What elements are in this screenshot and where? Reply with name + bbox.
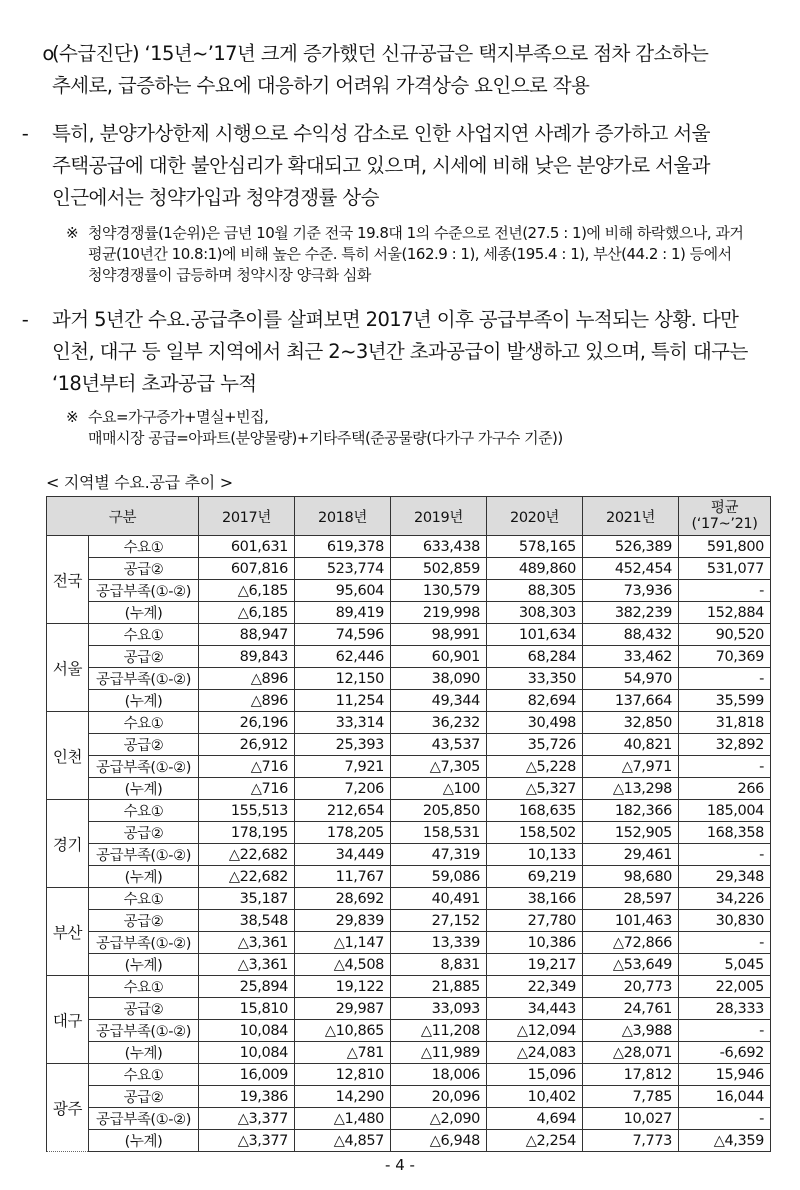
table-cell: △28,071 [583,1042,679,1064]
table-row [47,558,771,580]
table-cell: 31,818 [679,712,771,734]
row-label: 공급부족(①-②) [89,1108,199,1130]
region-label: 광주 [47,1064,89,1152]
table-cell: 219,998 [391,602,487,624]
table-cell: 98,680 [583,866,679,888]
table-cell: 308,303 [487,602,583,624]
table-cell: △781 [295,1042,391,1064]
region-label: 인천 [47,712,89,800]
table-cell: 178,205 [295,822,391,844]
table-cell: △6,185 [199,602,295,624]
table-cell: 526,389 [583,536,679,558]
header-year: 2020년 [487,497,583,536]
header-year: 2019년 [391,497,487,536]
row-label: 수요① [89,888,199,910]
table-cell: 531,077 [679,558,771,580]
table-cell: -6,692 [679,1042,771,1064]
table-cell: 62,446 [295,646,391,668]
header-year: 2018년 [295,497,391,536]
table-cell: △100 [391,778,487,800]
header-average: 평균 (‘17~’21) [679,497,771,536]
row-label: 수요① [89,536,199,558]
table-cell: △4,508 [295,954,391,976]
table-row [47,1086,771,1108]
table-row [47,1108,771,1130]
table-row [47,954,771,976]
table-cell: 40,491 [391,888,487,910]
table-cell: 10,084 [199,1042,295,1064]
table-cell: 158,531 [391,822,487,844]
table-row [47,1042,771,1064]
table-cell: 18,006 [391,1064,487,1086]
row-label: 수요① [89,624,199,646]
table-cell: 21,885 [391,976,487,998]
row-label: 공급② [89,646,199,668]
table-cell: 205,850 [391,800,487,822]
table-cell: - [679,844,771,866]
table-cell: 30,830 [679,910,771,932]
table-cell: 14,290 [295,1086,391,1108]
table-cell: 182,366 [583,800,679,822]
table-cell: - [679,580,771,602]
table-cell: 382,239 [583,602,679,624]
table-cell: 5,045 [679,954,771,976]
header-year: 2017년 [199,497,295,536]
table-cell: △1,147 [295,932,391,954]
table-cell: 7,773 [583,1130,679,1152]
definition-line-2: 매매시장 공급=아파트(분양물량)+기타주택(준공물량(다가구 가구수 기준)) [88,429,563,447]
table-cell: 16,044 [679,1086,771,1108]
table-cell: 33,462 [583,646,679,668]
table-cell: 35,599 [679,690,771,712]
table-cell: △4,359 [679,1130,771,1152]
table-cell: 35,726 [487,734,583,756]
table-row [47,976,771,998]
table-cell: 24,761 [583,998,679,1020]
table-body [47,536,771,1152]
table-cell: 59,086 [391,866,487,888]
table-cell: 40,821 [583,734,679,756]
table-cell: 35,187 [199,888,295,910]
table-cell: 633,438 [391,536,487,558]
region-label: 부산 [47,888,89,976]
table-cell: △3,377 [199,1108,295,1130]
table-cell: 17,812 [583,1064,679,1086]
table-cell: △6,185 [199,580,295,602]
table-cell: 54,970 [583,668,679,690]
row-label: 수요① [89,712,199,734]
row-label: (누계) [89,866,199,888]
table-cell: 69,219 [487,866,583,888]
dash-bullet: - [21,122,29,145]
table-cell: 49,344 [391,690,487,712]
table-cell: 523,774 [295,558,391,580]
table-cell: △896 [199,690,295,712]
definition-line-1: 수요=가구증가+멸실+빈집, [88,408,269,426]
table-cell: △3,377 [199,1130,295,1152]
table-cell: 30,498 [487,712,583,734]
table-cell: 502,859 [391,558,487,580]
region-label: 대구 [47,976,89,1064]
region-label: 서울 [47,624,89,712]
table-cell: 88,432 [583,624,679,646]
table-cell: 212,654 [295,800,391,822]
row-label: 수요① [89,800,199,822]
row-label: 공급부족(①-②) [89,756,199,778]
table-cell: 82,694 [487,690,583,712]
supply-trend-paragraph [21,304,770,400]
table-cell: △7,971 [583,756,679,778]
table-row [47,1130,771,1152]
table-row [47,602,771,624]
row-label: 공급부족(①-②) [89,932,199,954]
table-row [47,646,771,668]
table-cell: 28,597 [583,888,679,910]
table-cell: 38,166 [487,888,583,910]
page-number: - 4 - [385,1156,415,1174]
table-cell: 16,009 [199,1064,295,1086]
row-label: 수요① [89,976,199,998]
table-cell: 88,305 [487,580,583,602]
table-cell: 101,634 [487,624,583,646]
table-cell: 19,386 [199,1086,295,1108]
table-cell: 26,912 [199,734,295,756]
table-row [47,778,771,800]
table-cell: 98,991 [391,624,487,646]
table-cell: 578,165 [487,536,583,558]
table-cell: △10,865 [295,1020,391,1042]
row-label: 공급부족(①-②) [89,580,199,602]
table-cell: 28,333 [679,998,771,1020]
table-cell: 266 [679,778,771,800]
table-cell: 34,449 [295,844,391,866]
header-year: 2021년 [583,497,679,536]
row-label: (누계) [89,602,199,624]
table-cell: △716 [199,778,295,800]
table-cell: 29,839 [295,910,391,932]
table-cell: 26,196 [199,712,295,734]
presale-cap-paragraph [21,118,770,214]
table-cell: 20,096 [391,1086,487,1108]
table-cell: 601,631 [199,536,295,558]
table-cell: 619,378 [295,536,391,558]
table-cell: 178,195 [199,822,295,844]
table-cell: 155,513 [199,800,295,822]
row-label: 공급② [89,558,199,580]
table-cell: 28,692 [295,888,391,910]
region-label: 전국 [47,536,89,624]
table-cell: 19,217 [487,954,583,976]
table-cell: △1,480 [295,1108,391,1130]
table-cell: 89,843 [199,646,295,668]
table-cell: 15,810 [199,998,295,1020]
header-category: 구분 [47,497,199,536]
table-cell: 33,314 [295,712,391,734]
table-cell: - [679,932,771,954]
table-row [47,1064,771,1086]
table-cell: 36,232 [391,712,487,734]
table-cell: △716 [199,756,295,778]
table-cell: △13,298 [583,778,679,800]
table-cell: 452,454 [583,558,679,580]
table-cell: △5,228 [487,756,583,778]
table-cell: 10,084 [199,1020,295,1042]
table-cell: 29,348 [679,866,771,888]
table-row [47,844,771,866]
table-cell: 74,596 [295,624,391,646]
table-cell: 10,027 [583,1108,679,1130]
table-cell: 19,122 [295,976,391,998]
table-cell: 10,386 [487,932,583,954]
presale-cap-text: 특히, 분양가상한제 시행으로 수익성 감소로 인한 사업지연 사례가 증가하고 서울 주택공급에 대한 불안심리가 확대되고 있으며, 시세에 비해 낮은 분양가로 서울과 인근에서는 청약가입과 청약경쟁률 상승 [52,122,710,209]
table-cell: △4,857 [295,1130,391,1152]
table-cell: 29,987 [295,998,391,1020]
row-label: 공급② [89,822,199,844]
table-cell: △12,094 [487,1020,583,1042]
row-label: 수요① [89,1064,199,1086]
row-label: 공급부족(①-②) [89,844,199,866]
table-row [47,756,771,778]
table-row [47,822,771,844]
table-cell: 607,816 [199,558,295,580]
table-cell: 32,892 [679,734,771,756]
table-cell: 152,905 [583,822,679,844]
table-row [47,624,771,646]
diagnosis-paragraph [42,38,770,102]
table-cell: 32,850 [583,712,679,734]
table-cell: △5,327 [487,778,583,800]
table-cell: 101,463 [583,910,679,932]
table-row [47,668,771,690]
table-cell: 22,005 [679,976,771,998]
table-cell: 158,502 [487,822,583,844]
row-label: (누계) [89,1130,199,1152]
table-cell: 60,901 [391,646,487,668]
table-cell: 33,350 [487,668,583,690]
region-label: 경기 [47,800,89,888]
table-cell: 7,921 [295,756,391,778]
table-cell: 137,664 [583,690,679,712]
row-label: 공급부족(①-②) [89,668,199,690]
note-mark: ※ [66,224,79,242]
table-row [47,888,771,910]
table-cell: △3,361 [199,932,295,954]
row-label: 공급② [89,998,199,1020]
supply-demand-table [46,496,771,1152]
table-cell: 8,831 [391,954,487,976]
row-label: (누계) [89,778,199,800]
table-cell: 25,393 [295,734,391,756]
row-label: (누계) [89,954,199,976]
table-cell: - [679,1020,771,1042]
subscription-note [66,223,768,286]
diagnosis-text: (수급진단) ‘15년~’17년 크게 증가했던 신규공급은 택지부족으로 점차 감소하는 추세로, 급증하는 수요에 대응하기 어려워 가격상승 요인으로 작용 [52,42,709,97]
supply-trend-text: 과거 5년간 수요․공급추이를 살펴보면 2017년 이후 공급부족이 누적되는 상황. 다만 인천, 대구 등 일부 지역에서 최근 2~3년간 초과공급이 발생하고 있으며, 특히 대구는 ‘18년부터 초과공급 누적 [52,308,748,395]
table-cell: - [679,756,771,778]
table-cell: 27,780 [487,910,583,932]
row-label: 공급부족(①-②) [89,1020,199,1042]
table-cell: △22,682 [199,844,295,866]
table-cell: 10,402 [487,1086,583,1108]
table-cell: △3,988 [583,1020,679,1042]
table-cell: △7,305 [391,756,487,778]
table-header-row [47,497,771,536]
table-row [47,536,771,558]
table-cell: - [679,1108,771,1130]
table-cell: 33,093 [391,998,487,1020]
table-cell: 489,860 [487,558,583,580]
table-row [47,690,771,712]
table-cell: 70,369 [679,646,771,668]
row-label: (누계) [89,1042,199,1064]
table-cell: 34,226 [679,888,771,910]
table-cell: 47,319 [391,844,487,866]
table-cell: 95,604 [295,580,391,602]
table-cell: 130,579 [391,580,487,602]
table-cell: 29,461 [583,844,679,866]
table-row [47,866,771,888]
table-cell: △53,649 [583,954,679,976]
table-cell: 152,884 [679,602,771,624]
table-cell: 11,254 [295,690,391,712]
definition-note [66,407,768,449]
row-label: (누계) [89,690,199,712]
table-cell: 90,520 [679,624,771,646]
row-label: 공급② [89,1086,199,1108]
table-row [47,800,771,822]
table-cell: 68,284 [487,646,583,668]
table-cell: 38,548 [199,910,295,932]
table-cell: 88,947 [199,624,295,646]
table-cell: 27,152 [391,910,487,932]
table-row [47,580,771,602]
table-cell: 4,694 [487,1108,583,1130]
table-cell: △22,682 [199,866,295,888]
table-cell: △896 [199,668,295,690]
table-cell: 34,443 [487,998,583,1020]
table-cell: △72,866 [583,932,679,954]
table-cell: △2,254 [487,1130,583,1152]
table-cell: △3,361 [199,954,295,976]
table-title: < 지역별 수요․공급 추이 > [46,473,233,492]
subscription-note-text: 청약경쟁률(1순위)은 금년 10월 기준 전국 19.8대 1의 수준으로 전년(27.5 : 1)에 비해 하락했으나, 과거 평균(10년간 10.8:1)에 비해 높은 수준. 특히 서울(162.9 : 1), 세종(195.4 : 1), 부산(44.2 : 1) 등에서 청약경쟁률이 급등하며 청약시장 양극화 심화 [88,224,744,284]
table-cell: △6,948 [391,1130,487,1152]
table-cell: 43,537 [391,734,487,756]
table-cell: △11,989 [391,1042,487,1064]
table-cell: 38,090 [391,668,487,690]
table-row [47,998,771,1020]
note-mark: ※ [66,408,79,426]
table-cell: 13,339 [391,932,487,954]
table-row [47,712,771,734]
table-cell: 22,349 [487,976,583,998]
row-label: 공급② [89,734,199,756]
table-cell: 7,785 [583,1086,679,1108]
table-cell: 89,419 [295,602,391,624]
table-cell: - [679,668,771,690]
table-row [47,1020,771,1042]
table-cell: 10,133 [487,844,583,866]
table-cell: 73,936 [583,580,679,602]
table-cell: △11,208 [391,1020,487,1042]
table-cell: 15,946 [679,1064,771,1086]
table-cell: △2,090 [391,1108,487,1130]
table-cell: 20,773 [583,976,679,998]
table-cell: 15,096 [487,1064,583,1086]
table-cell: △24,083 [487,1042,583,1064]
table-cell: 168,635 [487,800,583,822]
row-label: 공급② [89,910,199,932]
table-cell: 12,150 [295,668,391,690]
table-cell: 7,206 [295,778,391,800]
dash-bullet: - [21,308,29,331]
table-cell: 12,810 [295,1064,391,1086]
table-cell: 25,894 [199,976,295,998]
table-row [47,910,771,932]
table-row [47,932,771,954]
circle-bullet: o [42,42,54,65]
table-cell: 591,800 [679,536,771,558]
table-cell: 11,767 [295,866,391,888]
table-row [47,734,771,756]
table-cell: 168,358 [679,822,771,844]
table-cell: 185,004 [679,800,771,822]
